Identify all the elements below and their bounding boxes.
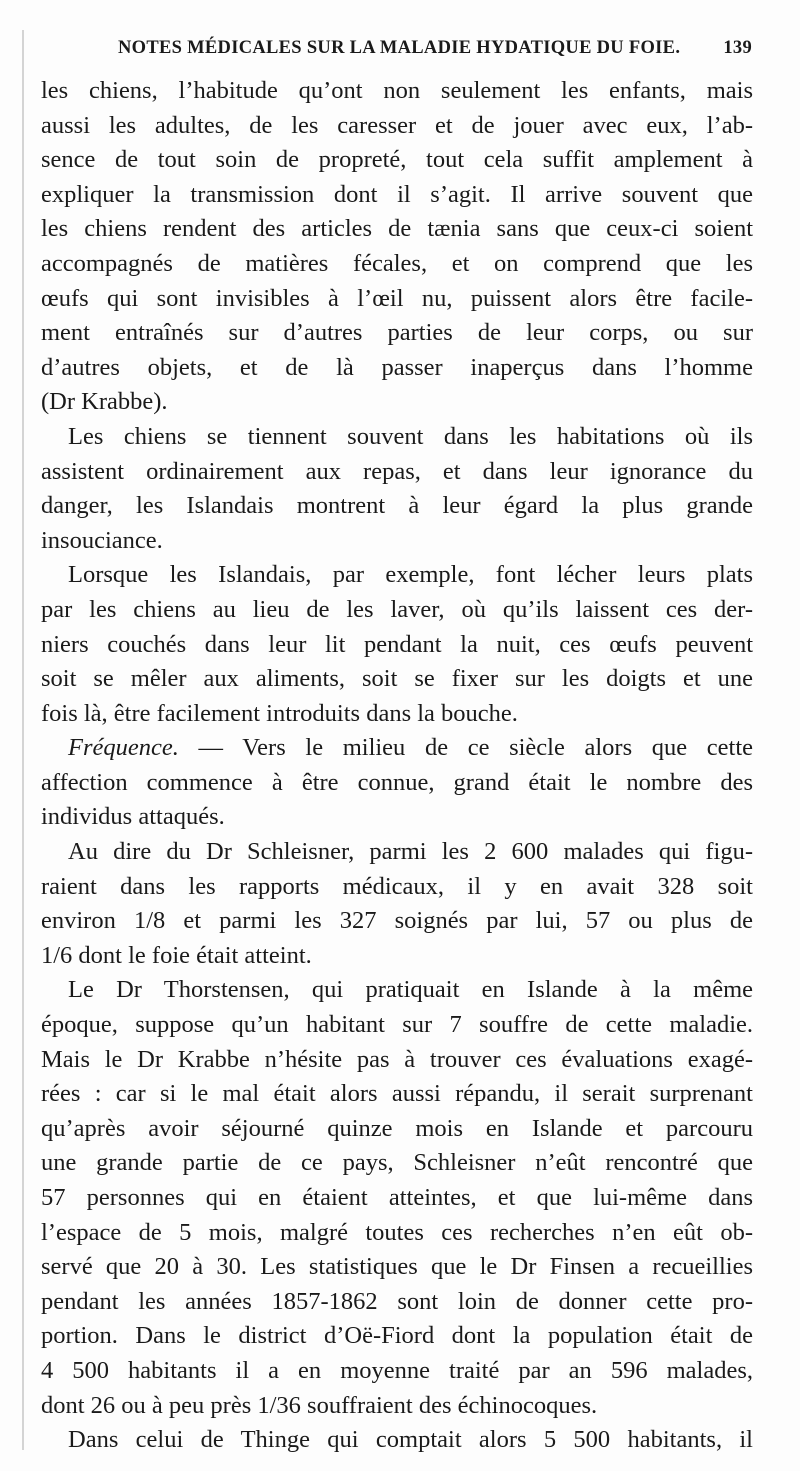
line-text: niers couchés dans leur lit pendant la nuit, ces œufs peuvent	[41, 630, 753, 658]
line-text: rées : car si le mal était alors aussi répandu, il serait surprenant	[41, 1080, 753, 1108]
line-text: Lorsque les Islandais, par exemple, font lécher leurs plats	[68, 561, 753, 589]
text-line	[41, 1423, 753, 1458]
line-text: expliquer la transmission dont il s’agit. Il arrive souvent que	[41, 180, 753, 208]
text-line	[41, 766, 753, 801]
line-text: l’espace de 5 mois, malgré toutes ces recherches n’en eût ob-	[41, 1218, 753, 1246]
text-line	[41, 1389, 753, 1424]
text-line	[41, 247, 753, 282]
line-text: sence de tout soin de propreté, tout cela suffit amplement à	[41, 146, 753, 174]
text-line	[41, 420, 753, 455]
page-edge-shadow	[22, 30, 24, 1450]
text-line	[41, 1181, 753, 1216]
line-text: raient dans les rapports médicaux, il y en avait 328 soit	[41, 872, 753, 900]
line-text: les chiens, l’habitude qu’ont non seulement les enfants, mais	[41, 77, 753, 104]
line-text: 1/6 dont le foie était atteint.	[41, 941, 312, 969]
body-text	[41, 74, 753, 1458]
line-text: accompagnés de matières fécales, et on comprend que les	[41, 249, 753, 277]
text-line	[41, 316, 753, 351]
line-text: fois là, être facilement introduits dans la bouche.	[41, 699, 518, 727]
page-number: 139	[723, 38, 752, 58]
text-line	[41, 904, 753, 939]
line-text: Mais le Dr Krabbe n’hésite pas à trouver ces évaluations exagé-	[41, 1045, 753, 1073]
text-line	[41, 1216, 753, 1251]
text-line	[41, 385, 753, 420]
line-text: aussi les adultes, de les caresser et de jouer avec eux, l’ab-	[41, 111, 753, 139]
line-text: (Dr Krabbe).	[41, 388, 168, 416]
text-line	[41, 731, 753, 766]
line-text: soit se mêler aux aliments, soit se fixer sur les doigts et une	[41, 665, 753, 693]
text-line	[41, 1043, 753, 1078]
text-line	[41, 593, 753, 628]
line-text: pendant les années 1857-1862 sont loin de donner cette pro-	[41, 1287, 753, 1315]
text-line	[41, 1319, 753, 1354]
line-text: qu’après avoir séjourné quinze mois en Islande et parcouru	[41, 1114, 753, 1142]
text-line	[41, 558, 753, 593]
line-text: assistent ordinairement aux repas, et dans leur ignorance du	[41, 457, 753, 485]
text-line	[41, 1285, 753, 1320]
line-text: par les chiens au lieu de les laver, où qu’ils laissent ces der-	[41, 595, 753, 623]
line-text: environ 1/8 et parmi les 327 soignés par lui, 57 ou plus de	[41, 907, 753, 935]
text-line	[41, 870, 753, 905]
running-title: NOTES MÉDICALES SUR LA MALADIE HYDATIQUE DU FOIE.	[118, 38, 681, 58]
text-line	[41, 212, 753, 247]
text-line	[41, 835, 753, 870]
text-line	[41, 143, 753, 178]
line-text: époque, suppose qu’un habitant sur 7 souffre de cette maladie.	[41, 1011, 753, 1039]
text-line	[41, 74, 753, 109]
line-text: les chiens rendent des articles de tænia sans que ceux-ci soient	[41, 215, 753, 243]
line-text: affection commence à être connue, grand était le nombre des	[41, 768, 753, 796]
text-line	[41, 1112, 753, 1147]
line-text: danger, les Islandais montrent à leur égard la plus grande	[41, 492, 753, 520]
line-text: d’autres objets, et de là passer inaperçus dans l’homme	[41, 353, 753, 381]
line-text: portion. Dans le district d’Oë-Fiord dont la population était de	[41, 1322, 753, 1350]
line-text: Dans celui de Thinge qui comptait alors 5 500 habitants, il	[68, 1426, 753, 1454]
section-heading-italic: Fréquence.	[68, 734, 179, 762]
text-line	[41, 1250, 753, 1285]
text-line	[41, 1077, 753, 1112]
text-line	[41, 455, 753, 490]
line-text: Le Dr Thorstensen, qui pratiquait en Islande à la même	[68, 976, 753, 1004]
line-text: œufs qui sont invisibles à l’œil nu, puissent alors être facile-	[41, 284, 753, 312]
line-text: servé que 20 à 30. Les statistiques que le Dr Finsen a recueillies	[41, 1253, 753, 1281]
text-line	[41, 800, 753, 835]
text-line	[41, 524, 753, 559]
line-text: 4 500 habitants il a en moyenne traité par an 596 malades,	[41, 1356, 753, 1384]
page-header	[118, 38, 752, 68]
line-text: ment entraînés sur d’autres parties de leur corps, ou sur	[41, 319, 753, 347]
line-text: Au dire du Dr Schleisner, parmi les 2 600 malades qui figu-	[68, 838, 753, 866]
text-line	[41, 351, 753, 386]
line-text: dont 26 ou à peu près 1/36 souffraient des échinocoques.	[41, 1391, 598, 1419]
text-line	[41, 1146, 753, 1181]
text-line	[41, 109, 753, 144]
line-text: individus attaqués.	[41, 803, 225, 831]
text-line	[41, 662, 753, 697]
line-text: — Vers le milieu de ce siècle alors que cette	[178, 734, 753, 762]
text-line	[41, 1354, 753, 1389]
line-text: une grande partie de ce pays, Schleisner n’eût rencontré que	[41, 1149, 753, 1177]
text-line	[41, 178, 753, 213]
text-line	[41, 973, 753, 1008]
line-text: insouciance.	[41, 526, 163, 554]
text-line	[41, 939, 753, 974]
text-line	[41, 282, 753, 317]
text-line	[41, 697, 753, 732]
text-line	[41, 489, 753, 524]
line-text: 57 personnes qui en étaient atteintes, et que lui-même dans	[41, 1184, 753, 1211]
line-text: Les chiens se tiennent souvent dans les habitations où ils	[68, 422, 753, 450]
text-line	[41, 1008, 753, 1043]
text-line	[41, 628, 753, 663]
